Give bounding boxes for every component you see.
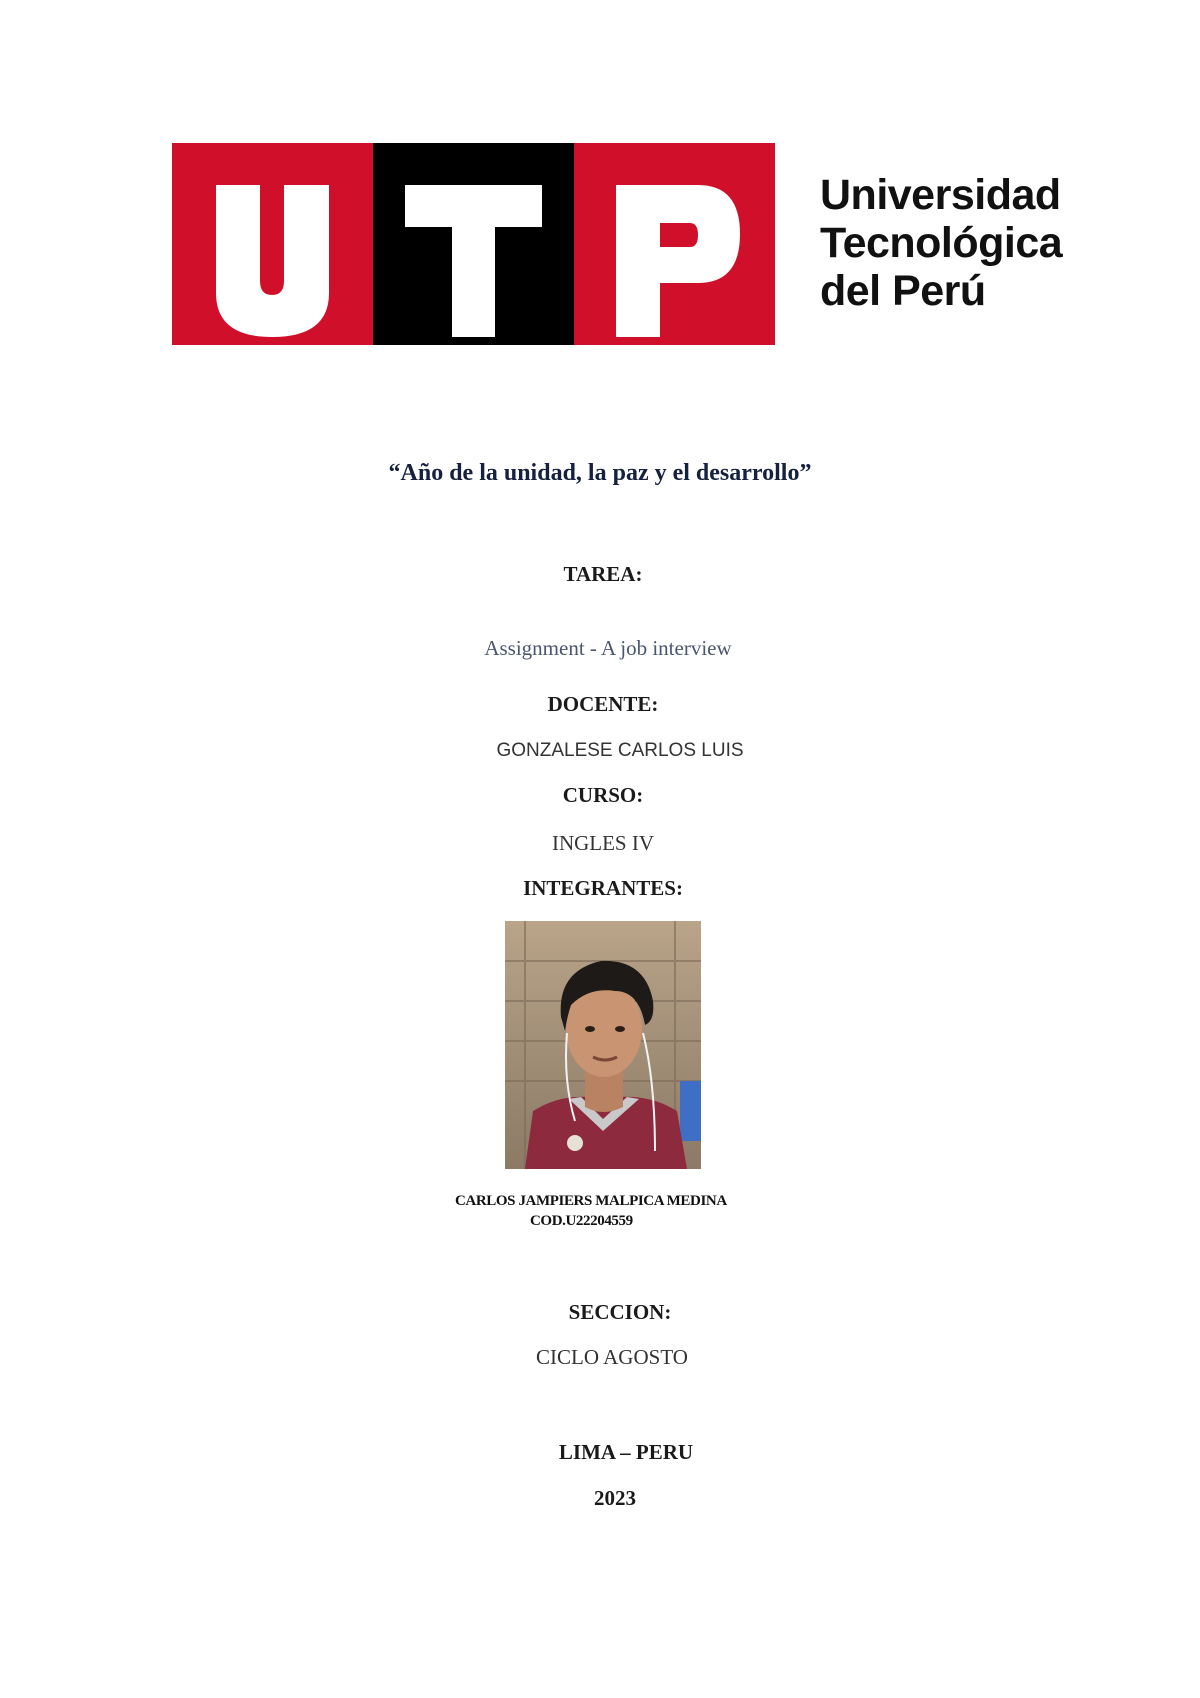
member-name: CARLOS JAMPIERS MALPICA MEDINA — [455, 1193, 727, 1209]
curso-label: CURSO: — [562, 783, 644, 807]
logo-text-line-3: del Perú — [820, 267, 986, 315]
year: 2023 — [594, 1486, 636, 1510]
logo-block-u — [172, 143, 373, 345]
letter-u-icon — [172, 143, 373, 345]
letter-t-icon — [373, 143, 574, 345]
logo-block-p — [574, 143, 775, 345]
seccion-label: SECCION: — [568, 1300, 672, 1324]
logo-block-t — [373, 143, 574, 345]
docente-value: GONZALESE CARLOS LUIS — [496, 740, 744, 761]
curso-value: INGLES IV — [551, 831, 655, 855]
integrantes-label: INTEGRANTES: — [523, 876, 683, 900]
logo-text-line-2: Tecnológica — [820, 219, 1063, 267]
member-code: COD.U22204559 — [530, 1213, 633, 1229]
logo-text-line-1: Universidad — [820, 171, 1061, 219]
location: LIMA – PERU — [558, 1440, 694, 1464]
tarea-value: Assignment - A job interview — [484, 636, 732, 660]
tarea-label: TAREA: — [563, 562, 643, 586]
docente-label: DOCENTE: — [547, 692, 659, 716]
student-photo — [505, 921, 701, 1169]
utp-logo-mark — [172, 143, 776, 345]
year-motto: “Año de la unidad, la paz y el desarrollo” — [388, 460, 812, 486]
utp-logo-wordmark — [820, 171, 1062, 315]
letter-p-icon — [574, 143, 775, 345]
seccion-value: CICLO AGOSTO — [536, 1345, 688, 1369]
utp-logo — [172, 143, 1098, 345]
